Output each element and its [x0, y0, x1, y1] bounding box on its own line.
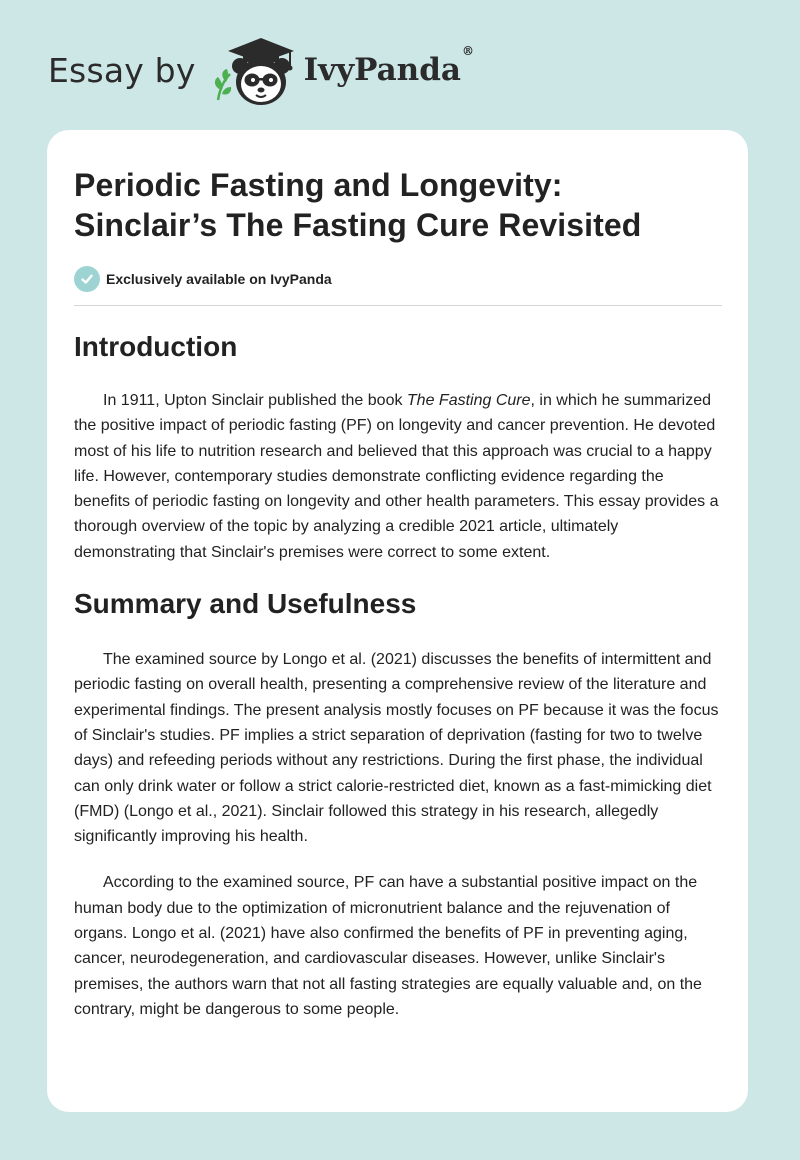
article-content	[74, 165, 724, 1022]
registered-mark: ®	[461, 43, 474, 58]
article-title-line-2: Sinclair’s The Fasting Cure Revisited	[74, 207, 642, 243]
exclusive-label: Exclusively available on IvyPanda	[106, 271, 332, 287]
section-heading-summary: Summary and Usefulness	[74, 588, 417, 620]
site-header	[48, 30, 474, 110]
essay-by-label: Essay by	[48, 50, 196, 90]
article-title	[74, 165, 724, 245]
book-title: The Fasting Cure	[406, 392, 531, 409]
exclusive-badge	[74, 265, 724, 293]
brand-name[interactable]: IvyPanda®	[303, 43, 474, 88]
title-divider	[74, 305, 722, 306]
section-heading-introduction: Introduction	[74, 331, 238, 362]
checkmark-icon	[74, 266, 100, 292]
article-title-line-1: Periodic Fasting and Longevity:	[74, 167, 563, 203]
paragraph-summary-2: According to the examined source, PF can have a substantial positive impact on the human body due to the optimization of micronutrient balance and the rejuvenation of organs. Longo et al. (2021) have also confirmed the benefits of PF in preventing aging, cancer, neurodegeneration, and cardiovascular diseases. However, unlike Sinclair's premises, the authors warn that not all fasting strategies are equally valuable and, on the contrary, might be dangerous to some people.	[74, 874, 702, 1018]
panda-graduate-icon[interactable]	[210, 30, 300, 110]
paragraph-summary-1: The examined source by Longo et al. (2021) discusses the benefits of intermittent and periodic fasting on overall health, presenting a comprehensive review of the literature and experimental findings. The present analysis mostly focuses on PF because it was the focus of Sinclair's studies. PF implies a strict separation of deprivation (fasting for two to twelve days) and refeeding periods without any restrictions. During the first phase, the individual can only drink water or follow a strict calorie-restricted diet, known as a fast-mimicking diet (FMD) (Longo et al., 2021). Sinclair followed this strategy in his research, allegedly significantly improving his health.	[74, 651, 719, 846]
paragraph-introduction: In 1911, Upton Sinclair published the book The Fasting Cure, in which he summarized the positive impact of periodic fasting (PF) on longevity and cancer prevention. He devoted most of his life to nutrition research and believed that this approach was crucial to a happy life. However, contemporary studies demonstrate conflicting evidence regarding the benefits of periodic fasting on longevity and other health parameters. This essay provides a thorough overview of the topic by analyzing a credible 2021 article, ultimately demonstrating that Sinclair's premises were correct to some extent.	[74, 392, 719, 561]
article-card	[47, 130, 748, 1112]
